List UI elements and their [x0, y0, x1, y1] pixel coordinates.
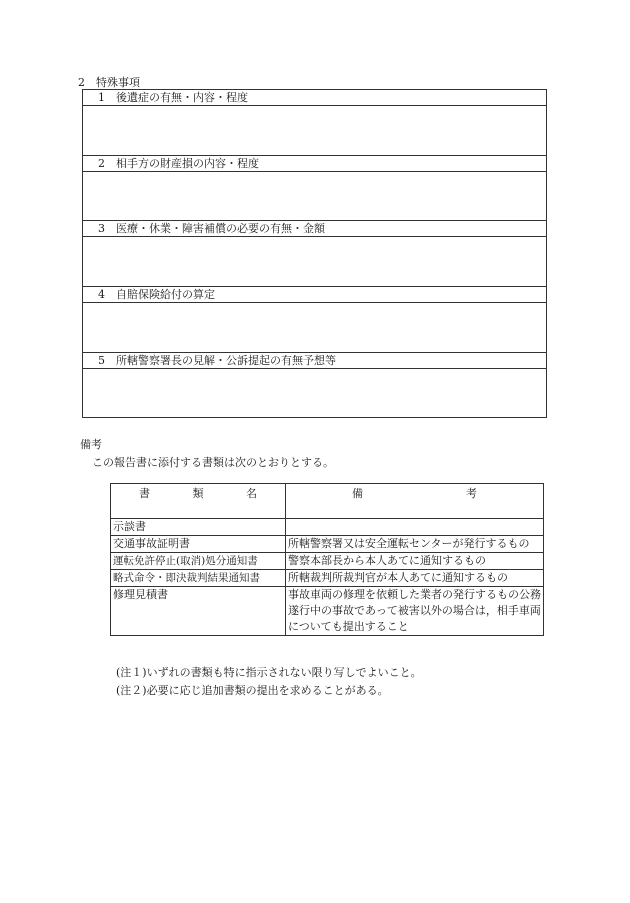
doc-note: 所轄裁判所裁判官が本人あてに通知するもの — [286, 570, 544, 587]
table-row — [111, 536, 544, 553]
header-note-char-1: 備 — [352, 487, 363, 500]
doc-note: 所轄警察署又は安全運転センターが発行するもの — [286, 536, 544, 553]
item-5-field[interactable] — [83, 369, 546, 417]
doc-note: 警察本部長から本人あてに通知するもの — [286, 553, 544, 570]
special-items-box — [82, 89, 547, 418]
item-3-label: 3 医療・休業・障害補償の必要の有無・金額 — [83, 221, 546, 237]
header-name-char-1: 書 — [139, 487, 150, 500]
remarks-text: この報告書に添付する書類は次のとおりとする。 — [92, 456, 334, 469]
header-name-char-3: 名 — [246, 487, 257, 500]
notes — [116, 664, 422, 700]
header-document-name — [111, 484, 286, 519]
item-4-field[interactable] — [83, 303, 546, 353]
table-row — [111, 570, 544, 587]
attachments-table — [110, 483, 544, 636]
table-row — [111, 519, 544, 536]
section-title: 2 特殊事項 — [78, 76, 140, 89]
doc-name: 略式命令・即決裁判結果通知書 — [111, 570, 286, 587]
item-4-label: 4 自賠保険給付の算定 — [83, 287, 546, 303]
doc-name: 示談書 — [111, 519, 286, 536]
item-2-field[interactable] — [83, 172, 546, 221]
doc-note — [286, 519, 544, 536]
header-remarks — [286, 484, 544, 519]
doc-note: 事故車両の修理を依頼した業者の発行するもの公務遂行中の事故であって被害以外の場合は，相手車両についても提出すること — [286, 587, 544, 636]
note-2: (注２)必要に応じ追加書類の提出を求めることがある。 — [116, 684, 389, 697]
item-2-label: 2 相手方の財産損の内容・程度 — [83, 156, 546, 172]
item-1-label: 1 後遺症の有無・内容・程度 — [83, 90, 546, 106]
header-note-char-2: 考 — [466, 487, 477, 500]
table-row — [111, 587, 544, 636]
header-name-char-2: 類 — [192, 487, 204, 500]
doc-name: 運転免許停止(取消)処分通知書 — [111, 553, 286, 570]
item-3-field[interactable] — [83, 237, 546, 287]
doc-name: 交通事故証明書 — [111, 536, 286, 553]
remarks-title: 備考 — [80, 438, 102, 451]
item-1-field[interactable] — [83, 106, 546, 156]
item-5-label: 5 所轄警察署長の見解・公訴提起の有無予想等 — [83, 353, 546, 369]
note-1: (注１)いずれの書類も特に指示されない限り写しでよいこと。 — [116, 666, 422, 679]
doc-name: 修理見積書 — [111, 587, 286, 636]
table-header-row — [111, 484, 544, 519]
table-row — [111, 553, 544, 570]
